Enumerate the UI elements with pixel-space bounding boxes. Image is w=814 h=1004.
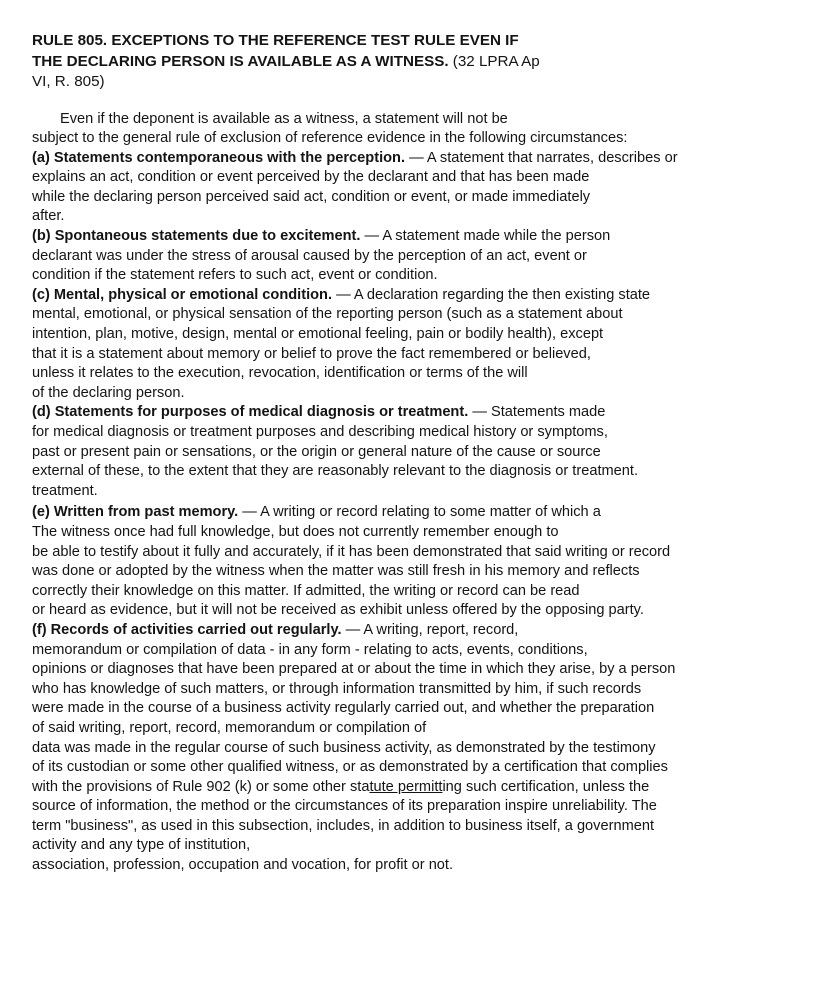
section-d-title: (d) Statements for purposes of medical diagnosis or treatment. [32,404,469,421]
section-d-line: for medical diagnosis or treatment purposes and describing medical history or symptoms, [32,424,608,440]
section-e-lead: — A writing or record relating to some matter of which a [238,504,601,521]
section-a-title: (a) Statements contemporaneous with the perception. [32,149,406,166]
heading-line-1: RULE 805. EXCEPTIONS TO THE REFERENCE TEST RULE EVEN IF [32,32,519,49]
section-f-line: term "business", as used in this subsection, includes, in addition to business itself, a government [32,817,655,834]
section-f-line: of said writing, report, record, memorandum or compilation of [32,719,427,736]
section-d-line: external of these, to the extent that they are reasonably relevant to the diagnosis or treatment. [32,463,639,480]
section-c-first-line [32,286,802,306]
section-f-line: memorandum or compilation of data - in any form - relating to acts, events, conditions, [32,641,588,658]
section-f-ul-post: ing such certification, unless the [442,778,650,795]
underlined-text: tute permitt [369,778,443,795]
section-e-first-line [32,503,802,523]
section-e-line: or heard as evidence, but it will not be received as exhibit unless offered by the opposing party. [32,602,644,619]
section-e-line: correctly their knowledge on this matter. If admitted, the writing or record can be read [32,582,580,599]
section-b-lead: — A statement made while the person [360,228,611,245]
section-f-title: (f) Records of activities carried out regularly. [32,621,342,638]
section-d-line: treatment. [32,482,98,499]
section-e-line: was done or adopted by the witness when the matter was still fresh in his memory and reflects [32,563,640,580]
section-f-underlined-line [32,778,802,798]
section-a-lead: — A statement that narrates, describes or [405,149,678,166]
section-b-line: condition if the statement refers to such act, event or condition. [32,267,438,284]
section-f-line: activity and any type of institution, [32,837,251,854]
section-e-line: be able to testify about it fully and accurately, if it has been demonstrated that said writing or record [32,543,671,560]
section-a-line: explains an act, condition or event perceived by the declarant and that has been made [32,169,590,186]
section-b-line: declarant was under the stress of arousal caused by the perception of an act, event or [32,247,587,264]
section-a-line: after. [32,208,65,225]
section-f-line: of its custodian or some other qualified witness, or as demonstrated by a certification that complies [32,759,668,776]
intro-line-2: subject to the general rule of exclusion of reference evidence in the following circumstances: [32,130,628,147]
heading-line-2 [32,52,802,73]
section-d-first-line [32,403,802,423]
section-a-first-line [32,149,802,169]
section-c-title: (c) Mental, physical or emotional condition. [32,286,333,303]
section-e-line: The witness once had full knowledge, but does not currently remember enough to [32,523,559,540]
section-a-line: while the declaring person perceived said act, condition or event, or made immediately [32,188,591,205]
section-b-first-line [32,227,802,247]
section-f-line: association, profession, occupation and vocation, for profit or not. [32,857,454,874]
intro-line-1: Even if the deponent is available as a witness, a statement will not be [60,110,508,127]
section-f-ul-pre: with the provisions of Rule 902 (k) or some other sta [32,778,370,795]
section-c-line: intention, plan, motive, design, mental or emotional feeling, pain or bodily health), except [32,326,604,343]
section-c-line: mental, emotional, or physical sensation of the reporting person (such as a statement about [32,306,623,323]
section-c-line: of the declaring person. [32,384,185,401]
heading-line-3: VI, R. 805) [32,73,105,90]
section-f-line: source of information, the method or the circumstances of its preparation inspire unreliability. The [32,798,657,815]
section-f-first-line [32,621,802,641]
rule-heading [32,31,802,93]
heading-citation: (32 LPRA Ap [448,52,540,70]
section-e-title: (e) Written from past memory. [32,504,239,521]
section-c-lead: — A declaration regarding the then existing state [332,286,651,303]
section-b-title: (b) Spontaneous statements due to excitement. [32,228,361,245]
section-f-lead: — A writing, report, record, [341,621,519,638]
heading-line-2-bold: THE DECLARING PERSON IS AVAILABLE AS A WITNESS. [32,52,449,70]
section-d-lead: — Statements made [468,404,606,421]
rule-body [32,110,802,876]
section-c-line: unless it relates to the execution, revocation, identification or terms of the will [32,365,528,382]
section-f-line: were made in the course of a business activity regularly carried out, and whether the preparation [32,700,655,717]
section-f-line: who has knowledge of such matters, or through information transmitted by him, if such records [32,680,642,697]
section-d-line: past or present pain or sensations, or the origin or general nature of the cause or source [32,443,601,460]
section-f-line: data was made in the regular course of such business activity, as demonstrated by the testimony [32,739,656,756]
section-c-line: that it is a statement about memory or belief to prove the fact remembered or believed, [32,345,591,362]
section-f-line: opinions or diagnoses that have been prepared at or about the time in which they arise, by a person [32,661,676,678]
